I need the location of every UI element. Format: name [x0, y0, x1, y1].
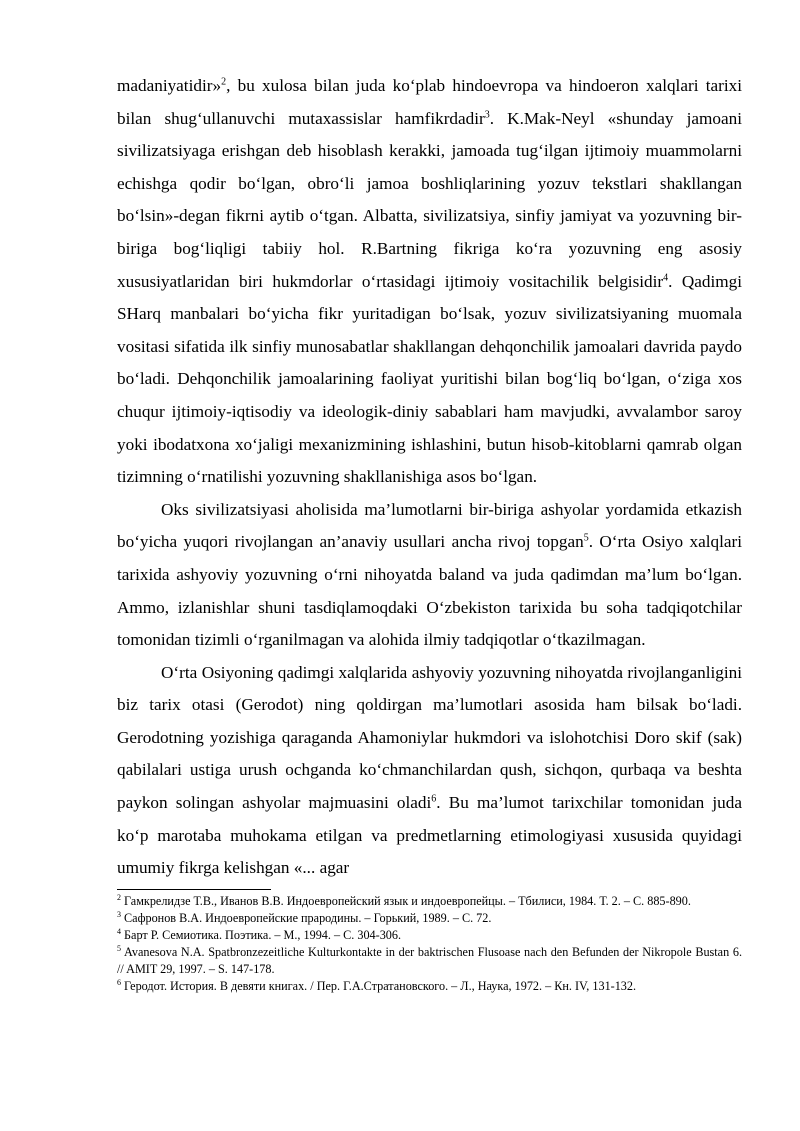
footnote-separator — [117, 889, 271, 890]
footnote-item — [117, 893, 742, 910]
paragraph-text: madaniyatidir» — [117, 76, 222, 95]
footnote-item — [117, 944, 742, 978]
footnote-ref: 5 — [583, 532, 589, 544]
footnote-text: Сафронов В.А. Индоевропейские прародины. – Горький, 1989. – С. 72. — [124, 910, 492, 925]
body-paragraph-2 — [117, 494, 742, 657]
paragraph-text: O‘rta Osiyoning qadimgi xalqlarida ashyoviy yozuvning nihoyatda rivojlanganligini biz tarix otasi (Gerodot) ning qoldirgan ma’lumotlari asosida ham bilsak bo‘ladi. Gerodotning yozishiga qaraganda Ahamoniylar hukmdori va islohotchisi Doro skif (sak) qabilalari ustiga urush ochganda ko‘chmanchilardan qush, sichqon, qurbaqa va beshta paykon solingan ashyolar majmuasini oladi — [117, 662, 742, 813]
document-page — [117, 70, 742, 995]
paragraph-text: , bu xulosa bilan juda ko‘plab hindoevropa va hindoeron xalqlari tarixi bilan shug‘ullanuvchi mutaxassislar hamfikrdadir — [117, 76, 742, 128]
footnote-ref: 3 — [484, 108, 490, 120]
body-paragraph-1 — [117, 70, 742, 494]
footnote-ref: 2 — [221, 76, 227, 88]
footnote-item — [117, 910, 742, 927]
footnote-number: 4 — [117, 926, 121, 936]
paragraph-text: . Bu ma’lumot tarixchilar tomonidan juda ko‘p marotaba muhokama etilgan va predmetlarning etimologiyasi xususida quyidagi umumiy fikrga kelishgan «... agar — [117, 793, 742, 878]
footnote-ref: 4 — [663, 271, 669, 283]
footnote-number: 6 — [117, 977, 121, 987]
footnotes — [117, 893, 742, 995]
footnote-number: 2 — [117, 892, 121, 902]
footnote-text: Барт Р. Семиотика. Поэтика. – М., 1994. – С. 304-306. — [124, 927, 402, 942]
paragraph-text: . O‘rta Osiyo xalqlari tarixida ashyoviy yozuvning o‘rni nihoyatda baland va juda qadimdan ma’lum bo‘lgan. Ammo, izlanishlar shuni tasdiqlamoqdaki O‘zbekiston tarixida bu soha tadqiqotchilar tomonidan tizimli o‘rganilmagan va alohida ilmiy tadqiqotlar o‘tkazilmagan. — [117, 532, 742, 650]
footnote-item — [117, 978, 742, 995]
paragraph-text: . Qadimgi SHarq manbalari bo‘yicha fikr yuritadigan bo‘lsak, yozuv sivilizatsiyaning muomala vositasi sifatida ilk sinfiy munosabatlar shakllangan dehqonchilik jamoalari davrida paydo bo‘ladi. Dehqonchilik jamoalarining faoliyat yuritishi bilan bog‘liq bo‘lgan, o‘ziga xos chuqur ijtimoiy-iqtisodiy va ideologik-diniy sabablari ham mavjudki, avvalambor saroy yoki ibodatxona xo‘jaligi mexanizmining ishlashini, butun hisob-kitoblarni qamrab olgan tizimning o‘rnatilishi yozuvning shakllanishiga asos bo‘lgan. — [117, 271, 742, 487]
footnote-number: 3 — [117, 909, 121, 919]
paragraph-text: . K.Mak-Neyl «shunday jamoani sivilizatsiyaga erishgan deb hisoblash kerakki, jamoada tug‘ilgan ijtimoiy muammolarni echishga qodir bo‘lgan, obro‘li jamoa boshliqlarining yozuv tekstlari shakllangan bo‘lsin»-degan fikrni aytib o‘tgan. Albatta, sivilizatsiya, sinfiy jamiyat va yozuvning bir-biriga bog‘liqligi tabiiy hol. R.Bartning fikriga ko‘ra yozuvning eng asosiy xususiyatlaridan biri hukmdorlar o‘rtasidagi ijtimoiy vositachilik belgisidir — [117, 108, 742, 291]
footnote-text: Геродот. История. В девяти книгах. / Пер. Г.А.Стратановского. – Л., Наука, 1972. – Кн. IV, 131-132. — [124, 978, 637, 993]
footnote-ref: 6 — [431, 793, 437, 805]
body-paragraph-3 — [117, 657, 742, 885]
footnote-number: 5 — [117, 943, 121, 953]
footnote-text: Гамкрелидзе Т.В., Иванов В.В. Индоевропейский язык и индоевропейцы. – Тбилиси, 1984. Т. 2. – С. 885-890. — [124, 893, 691, 908]
footnote-item — [117, 927, 742, 944]
footnote-text: Avanesova N.A. Spatbronzezeitliche Kulturkontakte in der baktrischen Flusoase nach den Befunden der Nikropole Bustan 6. // AMIT 29, 1997. – S. 147-178. — [117, 944, 742, 976]
paragraph-text: Oks sivilizatsiyasi aholisida ma’lumotlarni bir-biriga ashyolar yordamida etkazish bo‘yicha yuqori rivojlangan an’anaviy usullari ancha rivoj topgan — [117, 499, 742, 552]
